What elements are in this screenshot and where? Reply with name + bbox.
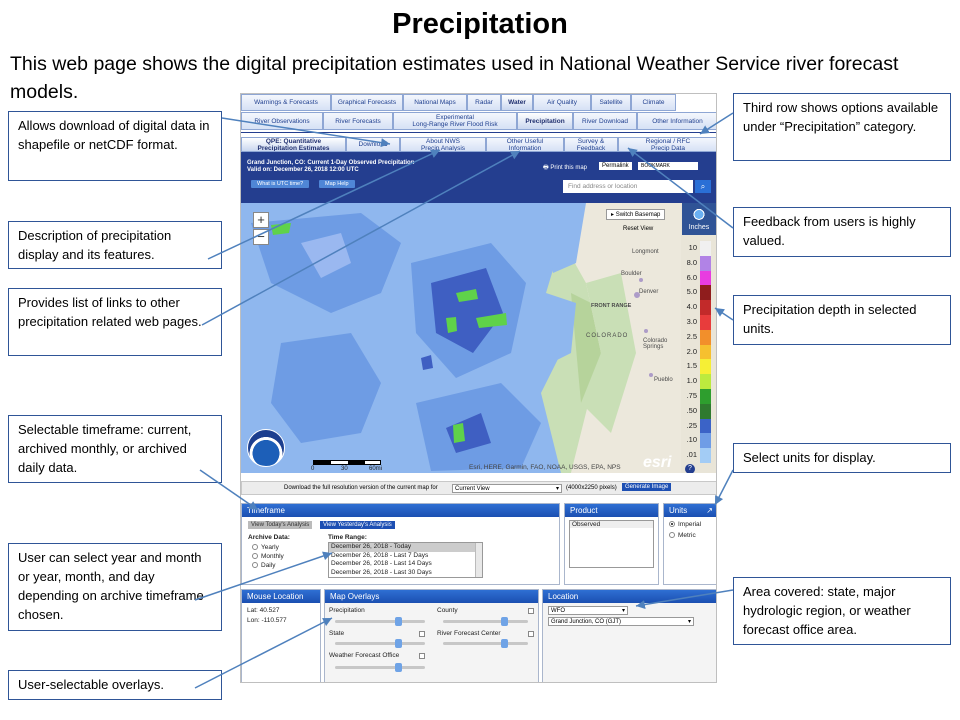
time-range-item[interactable]: December 26, 2018 - Last 30 Days <box>331 568 432 576</box>
county-checkbox[interactable] <box>528 608 534 614</box>
county-opacity-slider[interactable] <box>443 620 528 623</box>
legend-swatch <box>700 374 711 389</box>
noaa-logo <box>247 429 285 467</box>
tab-air-quality[interactable]: Air Quality <box>533 94 591 111</box>
legend-label: 1.5 <box>686 361 697 371</box>
location-type-select[interactable] <box>548 606 628 615</box>
view-yesterday-tab[interactable]: View Yesterday's Analysis <box>320 521 395 529</box>
tab-survey-feedback[interactable]: Survey & Feedback <box>564 137 618 152</box>
nav-row-2 <box>241 112 717 130</box>
generate-image-button[interactable]: Generate Image <box>622 483 671 491</box>
legend-label: .01 <box>686 450 697 460</box>
zoom-out-button[interactable]: − <box>253 229 269 245</box>
callout-units: Select units for display. <box>733 443 951 473</box>
time-range-list[interactable] <box>328 542 483 578</box>
units-metric-label: Metric <box>678 532 696 539</box>
precip-web-page <box>240 93 717 683</box>
callout-links: Provides list of links to other precipitation related web pages. <box>8 288 222 356</box>
wfo-opacity-slider[interactable] <box>335 666 425 669</box>
legend-label: .25 <box>686 420 697 430</box>
precipitation-opacity-slider[interactable] <box>335 620 425 623</box>
legend-label: 2.0 <box>686 346 697 356</box>
legend-label: 3.0 <box>686 317 697 326</box>
archive-label: Archive Data: <box>248 534 290 541</box>
archive-daily-option[interactable] <box>252 562 275 569</box>
tab-download[interactable]: Download <box>346 137 400 152</box>
nav-divider <box>241 132 717 133</box>
download-view-select[interactable] <box>452 484 562 493</box>
units-imperial-label: Imperial <box>678 521 702 528</box>
view-today-tab[interactable]: View Today's Analysis <box>248 521 312 529</box>
radio-icon <box>252 553 258 559</box>
map-title-line1: Grand Junction, CO: Current 1-Day Observed Precipitation <box>247 160 415 166</box>
state-checkbox[interactable] <box>419 631 425 637</box>
permalink-button[interactable]: Permalink <box>599 162 632 170</box>
time-range-item[interactable]: December 26, 2018 - Last 14 Days <box>331 560 432 567</box>
timeframe-panel <box>241 503 560 585</box>
overlay-wfo: Weather Forecast Office <box>329 652 400 659</box>
product-panel <box>564 503 659 585</box>
utc-button[interactable]: What is UTC time? <box>251 180 309 188</box>
tab-warnings-forecasts[interactable]: Warnings & Forecasts <box>241 94 331 111</box>
mouse-lon: Lon: -110.577 <box>247 617 287 624</box>
state-opacity-slider[interactable] <box>335 642 425 645</box>
play-icon: ▸ <box>611 212 616 218</box>
map-title <box>247 160 414 174</box>
mouse-lat: Lat: 40.527 <box>247 607 280 614</box>
radio-icon <box>252 562 258 568</box>
overlay-rfc: River Forecast Center <box>437 630 501 637</box>
radio-icon <box>669 532 675 538</box>
location-office-select[interactable] <box>548 617 694 626</box>
slider-knob[interactable] <box>395 663 402 672</box>
arrow-units <box>715 470 733 505</box>
place-label: Colorado Springs <box>643 338 668 350</box>
overlay-county: County <box>437 607 458 614</box>
callout-year-month: User can select year and month or year, month, and day depending on archive timeframe chosen. <box>8 543 222 631</box>
place-label: COLORADO <box>586 333 629 339</box>
archive-monthly-option[interactable] <box>252 553 284 560</box>
rfc-opacity-slider[interactable] <box>443 642 528 645</box>
download-view-value: Current View <box>455 486 490 492</box>
time-range-label: Time Range: <box>328 534 367 541</box>
legend-label: 8.0 <box>686 257 697 267</box>
legend-swatch <box>700 300 711 315</box>
nav-row-1 <box>241 94 717 111</box>
bookmark-button[interactable]: BOOKMARK <box>638 162 698 170</box>
time-range-item[interactable]: December 26, 2018 - Today <box>329 543 482 552</box>
legend-swatch <box>700 448 711 463</box>
units-metric-option[interactable] <box>669 532 696 539</box>
location-header: Location <box>543 590 717 603</box>
callout-feedback: Feedback from users is highly valued. <box>733 207 951 257</box>
tab-radar[interactable]: Radar <box>467 94 501 111</box>
mouse-location-header: Mouse Location <box>242 590 320 603</box>
legend-label: 10 <box>688 243 697 252</box>
map-overlays-panel <box>324 589 539 683</box>
tab-regional-rfc[interactable]: Regional / RFC Precip Data <box>618 137 717 152</box>
place-label: Pueblo <box>654 377 673 383</box>
tab-qpe[interactable]: QPE: Quantitative Precipitation Estimates <box>241 137 346 152</box>
zoom-in-button[interactable]: + <box>253 212 269 228</box>
legend-header <box>682 203 716 235</box>
legend-label: 6.0 <box>686 272 697 282</box>
units-panel <box>663 503 717 585</box>
precip-map[interactable] <box>241 203 717 473</box>
units-header <box>664 504 717 517</box>
scrollbar[interactable] <box>475 543 482 578</box>
wfo-checkbox[interactable] <box>419 653 425 659</box>
map-overlays-header: Map Overlays <box>325 590 538 603</box>
legend-swatch <box>700 404 711 419</box>
legend-label: .50 <box>686 405 697 415</box>
download-row <box>241 481 717 495</box>
location-panel <box>542 589 717 683</box>
legend-swatch <box>700 285 711 300</box>
archive-yearly-option[interactable] <box>252 544 279 551</box>
legend-label: 2.5 <box>686 331 697 341</box>
expand-icon[interactable]: ↗ <box>706 506 713 515</box>
tab-national-maps[interactable]: National Maps <box>403 94 467 111</box>
legend-color-bar <box>700 241 711 463</box>
legend-swatch <box>700 345 711 360</box>
chevron-down-icon: ▾ <box>687 619 691 625</box>
raindrop-icon <box>692 206 706 220</box>
time-range-item[interactable]: December 26, 2018 - Last 7 Days <box>331 551 429 559</box>
slide-intro: This web page shows the digital precipitation estimates used in National Weather Service river forecast models. <box>10 53 899 103</box>
download-size: (4000x2250 pixels) <box>566 485 617 491</box>
download-text: Download the full resolution version of the current map for <box>284 485 438 491</box>
legend-swatch <box>700 433 711 448</box>
tab-river-download[interactable]: River Download <box>573 112 637 130</box>
legend-swatch <box>700 271 711 286</box>
tab-climate[interactable]: Climate <box>631 94 676 111</box>
slider-knob[interactable] <box>395 639 402 648</box>
printer-icon: 🖶 <box>543 165 549 171</box>
slide-title: Precipitation <box>392 8 568 40</box>
switch-basemap-label: Switch Basemap <box>615 212 661 218</box>
radio-icon <box>669 521 675 527</box>
legend-label: 5.0 <box>686 287 697 297</box>
tab-water[interactable]: Water <box>501 94 533 111</box>
tab-river-forecasts[interactable]: River Forecasts <box>323 112 393 130</box>
legend-swatch <box>700 359 711 374</box>
slider-knob[interactable] <box>395 617 402 626</box>
callout-download: Allows download of digital data in shapefile or netCDF format. <box>8 111 222 181</box>
place-label: Longmont <box>632 249 659 255</box>
esri-logo: esri <box>643 454 672 471</box>
archive-yearly-label: Yearly <box>261 544 279 551</box>
timeframe-header: Timeframe <box>242 504 559 517</box>
callout-timeframe: Selectable timeframe: current, archived monthly, or archived daily data. <box>8 415 222 483</box>
legend-swatch <box>700 389 711 404</box>
print-map-label: Print this map <box>550 165 588 171</box>
search-icon[interactable]: ⌕ <box>695 180 711 193</box>
units-imperial-option[interactable] <box>669 521 701 528</box>
callout-description: Description of precipitation display and its features. <box>8 221 222 269</box>
slider-knob[interactable] <box>501 639 508 648</box>
product-list[interactable] <box>569 520 654 568</box>
legend-label: 1.0 <box>686 376 697 386</box>
legend-label: .75 <box>686 391 697 400</box>
legend-swatch <box>700 419 711 434</box>
scale-label-mid: 30 <box>341 466 348 472</box>
tab-precipitation[interactable]: Precipitation <box>517 112 573 130</box>
scale-label-end: 60mi <box>369 466 383 472</box>
switch-basemap-button[interactable] <box>606 209 665 220</box>
legend-swatch <box>700 330 711 345</box>
archive-monthly-label: Monthly <box>261 553 284 560</box>
nav-row-3 <box>241 137 717 152</box>
archive-daily-label: Daily <box>261 562 276 569</box>
scale-label-start: 0 <box>311 466 315 472</box>
units-header-label: Units <box>669 506 688 515</box>
tab-about-nws-precip[interactable]: About NWS Precip Analysis <box>400 137 486 152</box>
product-item[interactable]: Observed <box>570 521 653 528</box>
callout-area: Area covered: state, major hydrologic region, or weather forecast office area. <box>733 577 951 645</box>
product-header: Product <box>565 504 658 517</box>
legend-swatch <box>700 256 711 271</box>
map-title-line2: Valid on: December 26, 2018 12:00 UTC <box>247 167 359 173</box>
tab-other-information[interactable]: Other Information <box>637 112 717 130</box>
tab-satellite[interactable]: Satellite <box>591 94 631 111</box>
location-office-value: Grand Junction, CO (GJT) <box>551 619 622 625</box>
map-header <box>241 152 717 203</box>
place-label: Boulder <box>621 271 642 277</box>
location-type-value: WFO <box>551 608 565 614</box>
reset-view-button[interactable]: Reset View <box>623 226 654 232</box>
radio-icon <box>252 544 258 550</box>
scale-bar <box>313 460 381 465</box>
callout-third-row: Third row shows options available under “Precipitation” category. <box>733 93 951 161</box>
tab-long-range-flood-risk[interactable]: Experimental Long-Range River Flood Risk <box>393 112 517 130</box>
mouse-location-panel <box>241 589 321 683</box>
legend-title: Inches <box>688 224 710 231</box>
tab-other-useful-info[interactable]: Other Useful Information <box>486 137 564 152</box>
legend-swatch <box>700 241 711 256</box>
tab-graphical-forecasts[interactable]: Graphical Forecasts <box>331 94 403 111</box>
legend-label: 4.0 <box>686 302 697 312</box>
overlay-state: State <box>329 630 345 637</box>
help-icon[interactable]: ? <box>685 464 695 473</box>
legend-label: .10 <box>686 435 697 445</box>
rfc-checkbox[interactable] <box>528 631 534 637</box>
chevron-down-icon: ▾ <box>621 608 625 614</box>
place-label: Denver <box>639 289 659 295</box>
tab-river-observations[interactable]: River Observations <box>241 112 323 130</box>
print-map-link[interactable] <box>543 163 587 173</box>
legend-swatch <box>700 315 711 330</box>
map-help-button[interactable]: Map Help <box>319 180 355 188</box>
place-label: FRONT RANGE <box>591 303 632 309</box>
overlay-precipitation: Precipitation <box>329 607 365 614</box>
callout-depth: Precipitation depth in selected units. <box>733 295 951 345</box>
map-attribution: Esri, HERE, Garmin, FAO, NOAA, USGS, EPA, NPS <box>469 464 621 471</box>
callout-overlays: User-selectable overlays. <box>8 670 222 700</box>
slider-knob[interactable] <box>501 617 508 626</box>
chevron-down-icon: ▾ <box>555 486 559 492</box>
search-input[interactable]: Find address or location <box>563 180 693 193</box>
arrow-depth <box>715 308 733 320</box>
